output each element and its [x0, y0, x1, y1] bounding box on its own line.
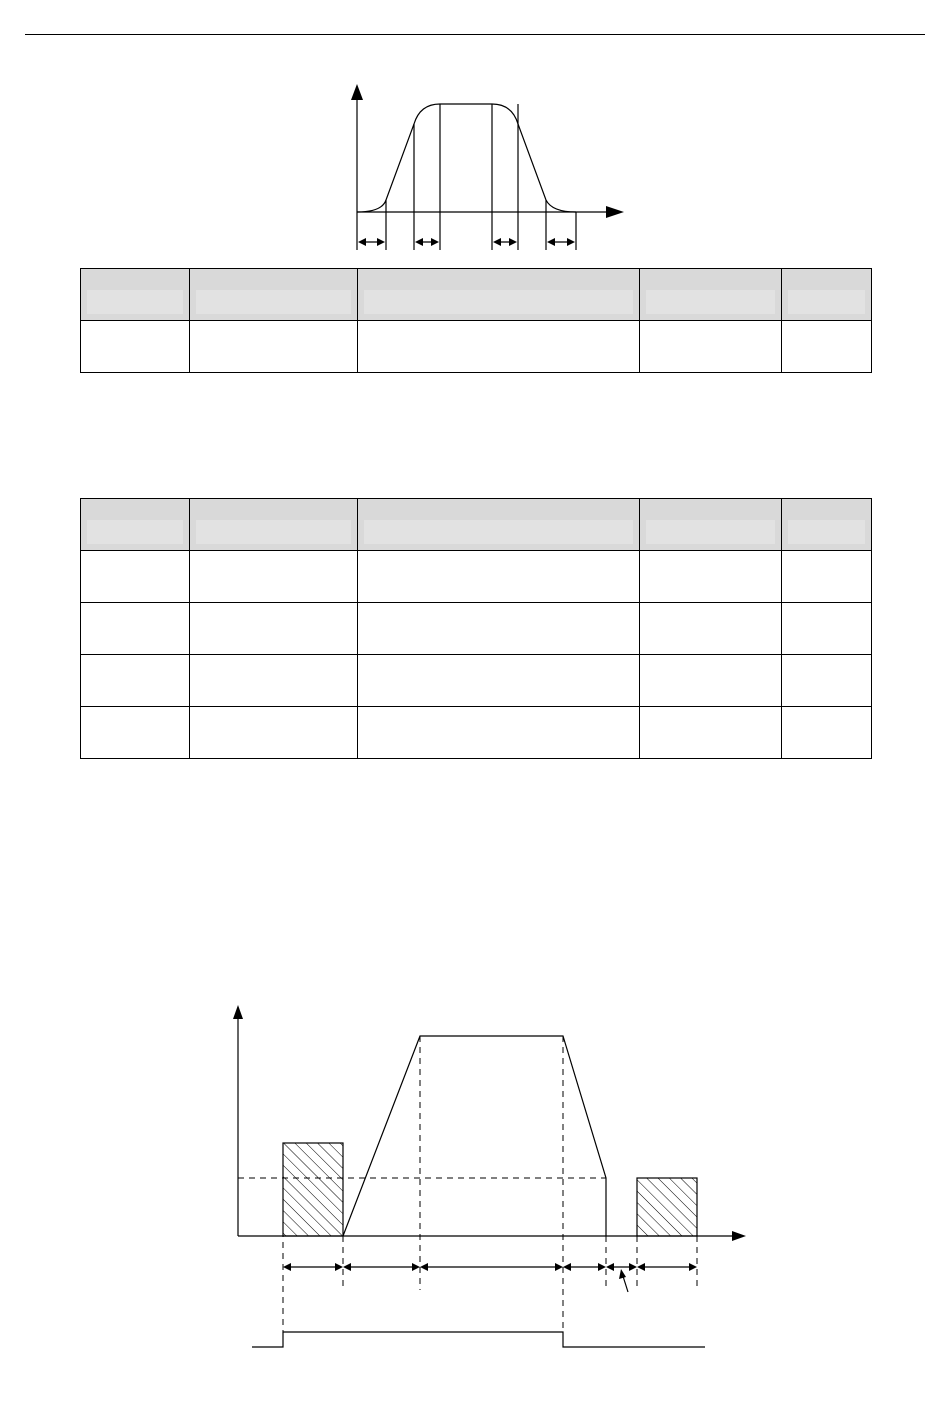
- start-dc-brake-block: [283, 1143, 343, 1236]
- frequency-trajectory: [343, 1036, 606, 1236]
- timing-dimension-arrow-1: [283, 1263, 343, 1271]
- timing-dimension-arrow-4: [563, 1263, 606, 1271]
- timing-dimension-arrow-3: [420, 1263, 563, 1271]
- callout-pointer-head: [619, 1269, 626, 1279]
- timing-dimension-arrow-6: [637, 1263, 697, 1271]
- run-command-signal: [252, 1332, 705, 1347]
- timing-dimension-arrow-2: [343, 1263, 420, 1271]
- timing-vertical-arrow: [233, 1005, 243, 1019]
- timing-horizontal-arrow: [732, 1231, 746, 1241]
- stop-dc-brake-block: [637, 1178, 697, 1236]
